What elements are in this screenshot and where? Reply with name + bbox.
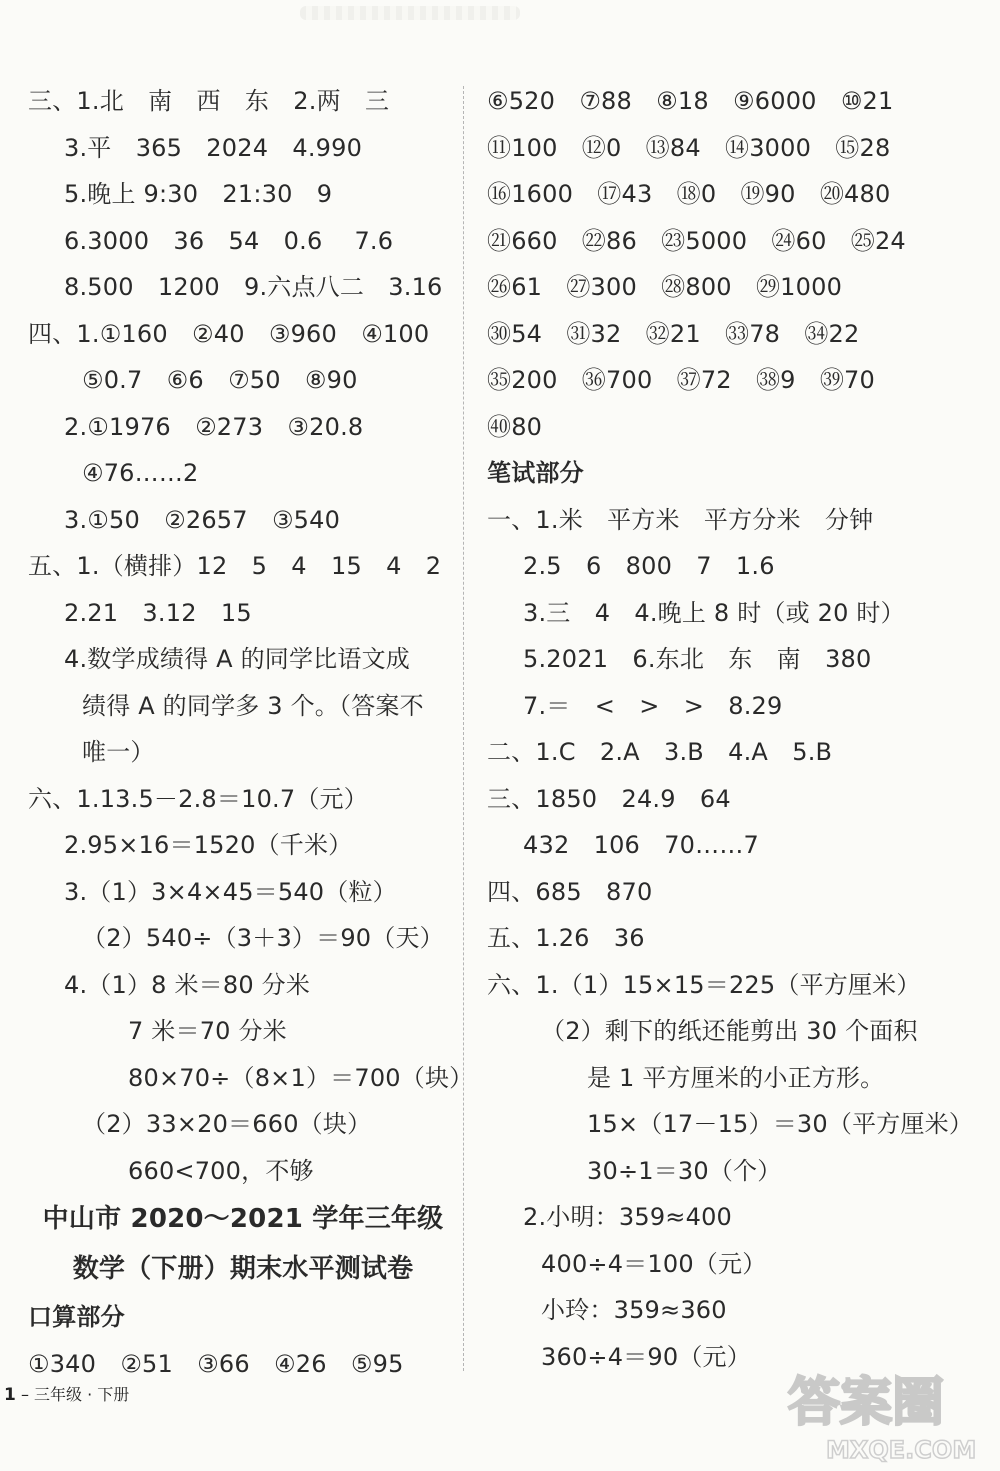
- left-answer-line: （2）33×20＝660（块）: [82, 1110, 372, 1138]
- right-answer-line: 2.小明：359≈400: [523, 1203, 733, 1231]
- left-answer-line: 绩得 A 的同学多 3 个。（答案不: [82, 691, 424, 720]
- left-answer-line: 六、1.13.5－2.8＝10.7（元）: [28, 784, 368, 813]
- left-answer-line: 3.（1）3×4×45＝540（粒）: [64, 877, 397, 906]
- left-answer-line: 8.500 1200 9.六点八二 3.16: [64, 273, 443, 301]
- left-answer-line: 唯一）: [82, 738, 155, 766]
- right-answer-line: 7.＝ < > > 8.29: [523, 691, 783, 720]
- right-answer-line: 400÷4＝100（元）: [541, 1249, 767, 1278]
- right-answer-line: 四、685 870: [487, 877, 653, 906]
- page-number: 1: [4, 1385, 16, 1405]
- grade-label: 三年级 · 下册: [34, 1385, 130, 1404]
- right-answer-line: 是 1 平方厘米的小正方形。: [587, 1063, 885, 1092]
- left-answer-line: 660<700，不够: [128, 1156, 314, 1185]
- right-answer-line: ⑪100 ⑫0 ⑬84 ⑭3000 ⑮28: [487, 133, 891, 162]
- page-footer: [4, 1382, 129, 1405]
- right-answer-line: ㉚54 ㉛32 ㉜21 ㉝78 ㉞22: [487, 319, 860, 348]
- left-answer-line: 4.（1）8 米＝80 分米: [64, 970, 311, 999]
- right-answer-line: （2）剩下的纸还能剪出 30 个面积: [541, 1017, 918, 1045]
- left-answer-line: 四、1.①160 ②40 ③960 ④100: [28, 319, 430, 348]
- left-answer-line: 7 米＝70 分米: [128, 1017, 287, 1045]
- right-answer-line: 小玲：359≈360: [541, 1296, 727, 1324]
- left-answer-line: 3.①50 ②2657 ③540: [64, 505, 341, 534]
- right-answer-line: 二、1.C 2.A 3.B 4.A 5.B: [487, 738, 833, 766]
- right-answer-line: ㉟200 ㊱700 ㊲72 ㊳9 ㊴70: [487, 366, 875, 394]
- left-answer-line: 2.①1976 ②273 ③20.8: [64, 412, 364, 441]
- right-answer-line: 3.三 4 4.晚上 8 时（或 20 时）: [523, 598, 905, 627]
- right-answer-line: 2.5 6 800 7 1.6: [523, 552, 775, 580]
- left-answer-line: 5.晚上 9:30 21:30 9: [64, 180, 333, 208]
- left-answer-line: ④76……2: [82, 459, 199, 487]
- scan-smudge: [300, 6, 520, 20]
- right-answer-line: 一、1.米 平方米 平方分米 分钟: [487, 505, 874, 534]
- right-answer-line: 15×（17－15）＝30（平方厘米）: [587, 1110, 974, 1138]
- left-answer-line: 4.数学成绩得 A 的同学比语文成: [64, 645, 410, 673]
- left-answer-line: 2.21 3.12 15: [64, 598, 252, 627]
- left-answer-line: 数学（下册）期末水平测试卷: [72, 1254, 414, 1284]
- left-answer-line: 80×70÷（8×1）＝700（块）: [128, 1063, 474, 1092]
- right-answer-line: 360÷4＝90（元）: [541, 1342, 751, 1371]
- right-column: [487, 78, 987, 1380]
- right-answer-line: 三、1850 24.9 64: [487, 784, 731, 813]
- left-column: [28, 78, 474, 1387]
- right-answer-line: 笔试部分: [487, 459, 584, 487]
- right-answer-line: 5.2021 6.东北 东 南 380: [523, 645, 872, 673]
- right-answer-line: ㊵80: [487, 412, 543, 441]
- watermark-url: MXQE.COM: [826, 1436, 977, 1464]
- right-answer-line: ⑥520 ⑦88 ⑧18 ⑨6000 ⑩21: [487, 87, 894, 115]
- right-answer-line: ㉑660 ㉒86 ㉓5000 ㉔60 ㉕24: [487, 226, 906, 255]
- column-divider: [463, 86, 464, 1371]
- left-answer-line: ①340 ②51 ③66 ④26 ⑤95: [28, 1349, 404, 1378]
- right-answer-line: 30÷1＝30（个）: [587, 1156, 782, 1185]
- watermark-logo: [780, 1358, 990, 1466]
- left-answer-line: 3.平 365 2024 4.990: [64, 133, 363, 162]
- right-answer-line: ㉖61 ㉗300 ㉘800 ㉙1000: [487, 273, 843, 301]
- left-answer-line: 口算部分: [28, 1303, 125, 1331]
- left-answer-line: ⑤0.7 ⑥6 ⑦50 ⑧90: [82, 366, 358, 394]
- right-answer-line: 五、1.26 36: [487, 924, 645, 952]
- left-answer-line: 2.95×16＝1520（千米）: [64, 831, 353, 859]
- right-answer-line: ⑯1600 ⑰43 ⑱0 ⑲90 ⑳480: [487, 180, 891, 208]
- right-answer-line: 六、1.（1）15×15＝225（平方厘米）: [487, 970, 921, 999]
- watermark-text: 答案圈: [788, 1373, 945, 1433]
- footer-dash: –: [20, 1385, 29, 1404]
- left-answer-line: 中山市 2020～2021 学年三年级: [42, 1204, 444, 1234]
- left-answer-line: （2）540÷（3＋3）＝90（天）: [82, 924, 444, 952]
- left-answer-line: 6.3000 36 54 0.6 7.6: [64, 226, 394, 255]
- left-answer-line: 三、1.北 南 西 东 2.两 三: [28, 87, 390, 115]
- left-answer-line: 五、1.（横排）12 5 4 15 4 2: [28, 552, 442, 580]
- right-answer-line: 432 106 70……7: [523, 831, 760, 859]
